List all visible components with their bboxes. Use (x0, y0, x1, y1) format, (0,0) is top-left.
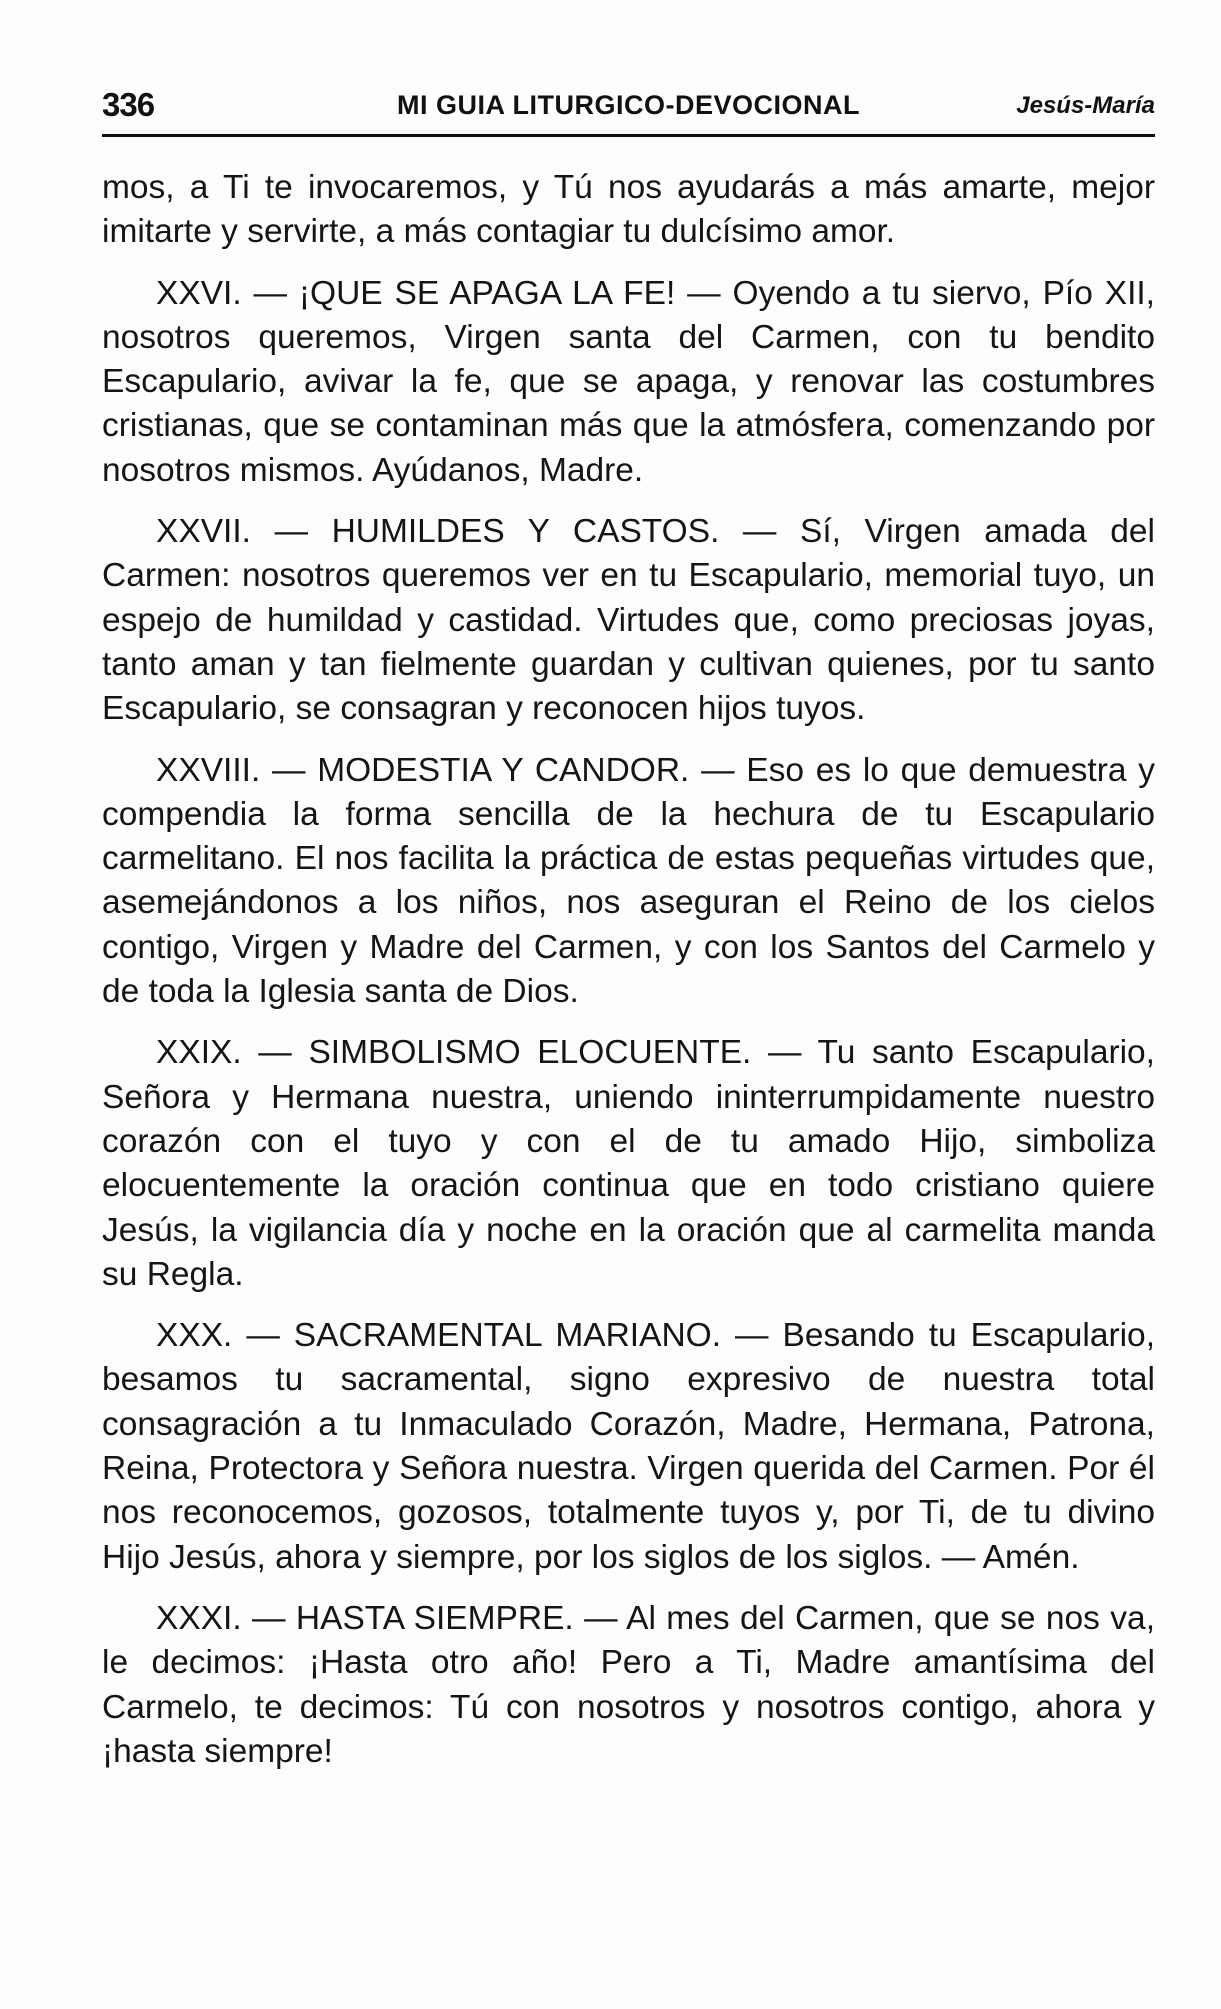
body-text (102, 166, 1155, 1774)
running-header-right: Jesús-María (1016, 92, 1155, 119)
paragraph-xxvii: XXVII. — HUMILDES Y CASTOS. — Sí, Virgen amada del Carmen: nosotros queremos ver en tu Escapulario, memorial tuyo, un espejo de humildad y castidad. Virtudes que, como preciosas joyas, tanto aman y tan fielmente guardan y cultivan quienes, por tu santo Escapulario, se consagran y reconocen hijos tuyos. (102, 513, 1155, 728)
paragraph-xxvi: XXVI. — ¡QUE SE APAGA LA FE! — Oyendo a tu siervo, Pío XII, nosotros queremos, Virgen santa del Carmen, con tu bendito Escapulario, avivar la fe, que se apaga, y renovar las costumbres cristianas, que se contaminan más que la atmósfera, comenzando por nosotros mismos. Ayúdanos, Madre. (102, 274, 1155, 489)
paragraph-xxxi: XXXI. — HASTA SIEMPRE. — Al mes del Carmen, que se nos va, le decimos: ¡Hasta otro año! Pero a Ti, Madre amantísima del Carmelo, te decimos: Tú con nosotros y nosotros contigo, ahora y ¡hasta siempre! (102, 1599, 1155, 1770)
header-rule (102, 134, 1155, 137)
page-header (102, 86, 1155, 138)
paragraph-xxix: XXIX. — SIMBOLISMO ELOCUENTE. — Tu santo Escapulario, Señora y Hermana nuestra, uniendo ininterrumpidamente nuestro corazón con el tuyo y con el de tu amado Hijo, simboliza elocuentemente la oración continua que en todo cristiano quiere Jesús, la vigilancia día y noche en la oración que al carmelita manda su Regla. (102, 1034, 1155, 1293)
paragraph-xxviii: XXVIII. — MODESTIA Y CANDOR. — Eso es lo que demuestra y compendia la forma sencilla de la hechura de tu Escapulario carmelitano. El nos facilita la práctica de estas pequeñas virtudes que, asemejándonos a los niños, nos aseguran el Reino de los cielos contigo, Virgen y Madre del Carmen, y con los Santos del Carmelo y de toda la Iglesia santa de Dios. (102, 751, 1155, 1011)
page-number: 336 (102, 86, 155, 123)
running-title: MI GUIA LITURGICO-DEVOCIONAL (397, 90, 860, 120)
paragraph-continuation: mos, a Ti te invocaremos, y Tú nos ayudarás a más amarte, mejor imitarte y servirte, a más contagiar tu dulcísimo amor. (102, 169, 1155, 251)
paragraph-xxx: XXX. — SACRAMENTAL MARIANO. — Besando tu Escapulario, besamos tu sacramental, signo expresivo de nuestra total consagración a tu Inmaculado Corazón, Madre, Hermana, Patrona, Reina, Protectora y Señora nuestra. Virgen querida del Carmen. Por él nos reconocemos, gozosos, totalmente tuyos y, por Ti, de tu divino Hijo Jesús, ahora y siempre, por los siglos de los siglos. — Amén. (102, 1317, 1155, 1576)
